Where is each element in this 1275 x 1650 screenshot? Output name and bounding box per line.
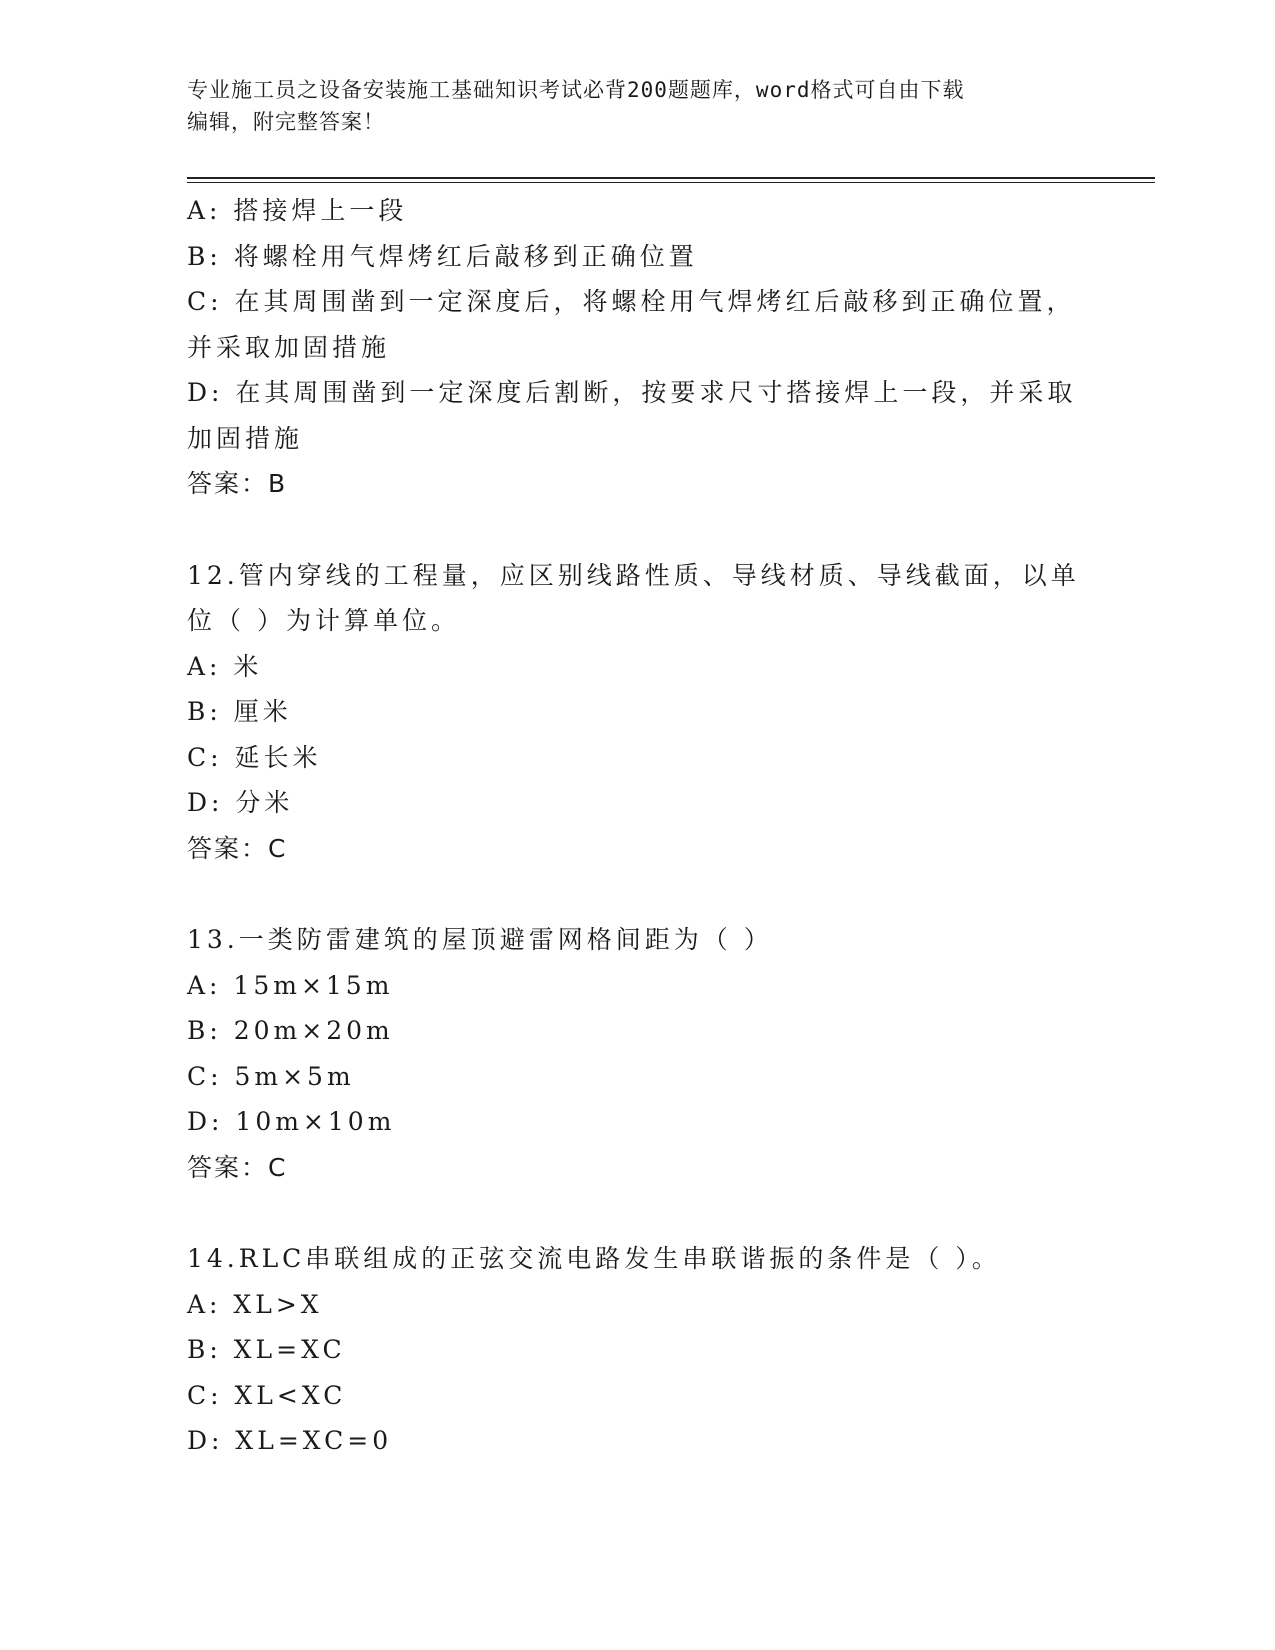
option-a: A: XL>X: [187, 1289, 323, 1319]
option-a: A: 15m×15m: [187, 970, 394, 1000]
option-d-line-1: D: 在其周围凿到一定深度后割断，按要求尺寸搭接焊上一段，并采取: [187, 378, 1077, 407]
option-c: C: XL<XC: [187, 1380, 347, 1410]
question-stem-line-2: 位（ ）为计算单位。: [187, 606, 460, 635]
option-a: A: 米: [187, 651, 263, 681]
option-d: D: 10m×10m: [187, 1107, 396, 1136]
question-stem-line-1: 12.管内穿线的工程量，应区别线路性质、导线材质、导线截面，以单: [187, 560, 1080, 590]
option-b: B: 厘米: [187, 697, 292, 726]
question-13: [187, 917, 1087, 1190]
header-title-line-1: 专业施工员之设备安装施工基础知识考试必背200题题库，word格式可自由下载: [187, 78, 965, 102]
document-header: [187, 74, 1087, 138]
option-d: D: 分米: [187, 788, 294, 817]
answer: 答案：B: [187, 469, 288, 498]
answer: 答案：C: [187, 1152, 288, 1182]
option-a: A: 搭接焊上一段: [187, 196, 408, 225]
question-14: [187, 1236, 1087, 1464]
option-b: B: 将螺栓用气焊烤红后敲移到正确位置: [187, 241, 698, 271]
option-d: D: XL=XC=0: [187, 1426, 393, 1455]
answer: 答案：C: [187, 833, 288, 863]
question-12: [187, 553, 1087, 872]
option-c-line-1: C: 在其周围凿到一定深度后，将螺栓用气焊烤红后敲移到正确位置，: [187, 287, 1076, 316]
option-c: C: 5m×5m: [187, 1061, 355, 1091]
option-b: B: XL=XC: [187, 1335, 346, 1364]
header-divider-thin: [187, 182, 1155, 183]
option-c: C: 延长米: [187, 742, 322, 772]
question-stem: 14.RLC串联组成的正弦交流电路发生串联谐振的条件是（ ）。: [187, 1244, 1001, 1273]
header-divider-thick: [187, 177, 1155, 179]
question-11: [187, 188, 1087, 507]
option-b: B: 20m×20m: [187, 1016, 394, 1045]
question-list: [187, 188, 1087, 1464]
question-stem: 13.一类防雷建筑的屋顶避雷网格间距为（ ）: [187, 925, 773, 954]
option-d-line-2: 加固措施: [187, 423, 304, 453]
option-c-line-2: 并采取加固措施: [187, 332, 391, 362]
header-title-line-2: 编辑，附完整答案！: [187, 110, 385, 134]
